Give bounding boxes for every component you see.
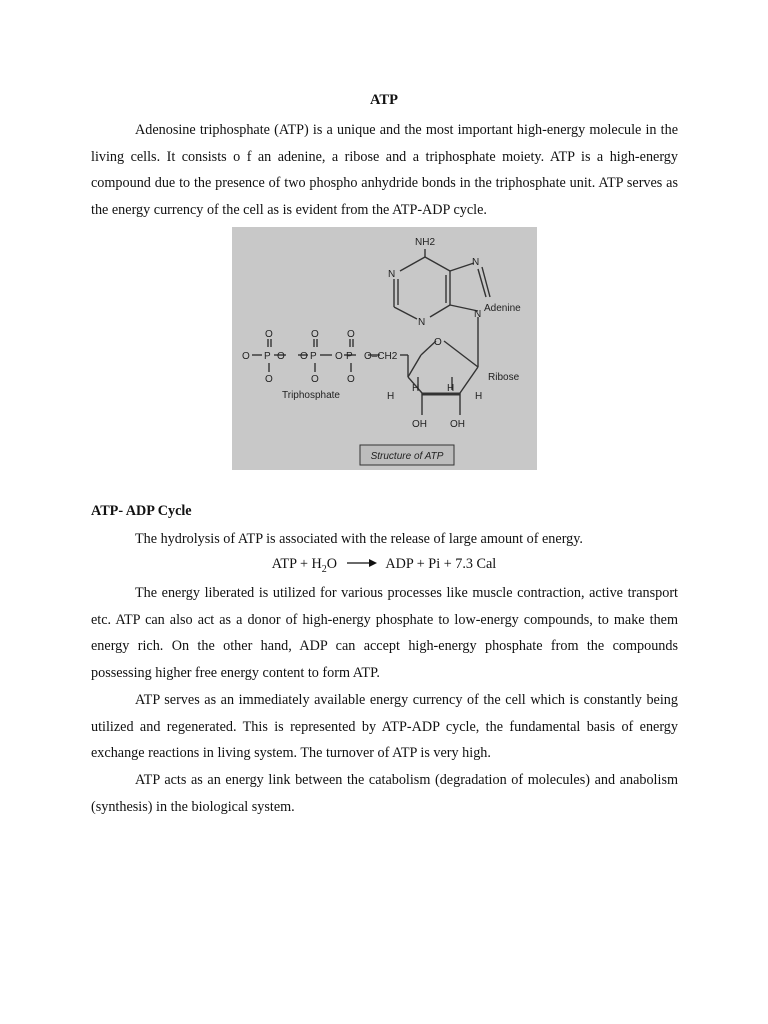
oxygen-label-3: O — [347, 329, 355, 340]
energy-link-text: ATP acts as an energy link between the catabolism (degradation of molecules) and anabolism (synthesis) in the biological system. — [91, 772, 678, 815]
figure-caption: Structure of ATP — [370, 451, 444, 462]
h-label-2: H — [412, 383, 420, 394]
h-label-1: H — [387, 391, 395, 402]
oxygen-label-9: O — [335, 351, 343, 362]
ribose-label: Ribose — [488, 372, 520, 383]
phosphorus-label-2: P — [310, 351, 317, 362]
phosphorus-label-1: P — [264, 351, 271, 362]
oxygen-label-8: O — [300, 351, 308, 362]
n1-label: N — [388, 269, 396, 280]
atp-structure-figure — [232, 227, 537, 470]
ring-oxygen-label: O — [434, 337, 442, 348]
equation-right: ADP + Pi + 7.3 Cal — [385, 556, 497, 572]
triphosphate-label: Triphosphate — [282, 390, 340, 401]
intro-paragraph — [91, 117, 678, 223]
equation-left: ATP + H — [271, 556, 322, 572]
adenine-label: Adenine — [484, 303, 521, 314]
energy-use-text: The energy liberated is utilized for various processes like muscle contraction, active transport etc. ATP can also act as a donor of high-energy phosphate to low-energy compounds, to make them energy rich. On the other hand, ADP can accept high-energy phosphate from the compounds possessing higher free energy content to form ATP. — [91, 585, 678, 681]
energy-currency-text: ATP serves as an immediately available energy currency of the cell which is constantly being utilized and regenerated. This is represented by ATP-ADP cycle, the fundamental basis of energy exchange reactions in living system. The turnover of ATP is very high. — [91, 692, 678, 762]
nh2-label: NH2 — [415, 237, 436, 248]
atp-structure-diagram — [232, 227, 537, 470]
reaction-arrow-icon — [347, 556, 377, 573]
section-heading: ATP- ADP Cycle — [91, 503, 192, 519]
oh-label-2: OH — [450, 419, 465, 430]
och2-label: O–CH2 — [364, 351, 398, 362]
h-label-4: H — [475, 391, 483, 402]
oxygen-label-2: O — [311, 329, 319, 340]
energy-currency-paragraph — [91, 687, 678, 767]
n7-label: N — [472, 257, 480, 268]
o-minus-label: O — [242, 351, 250, 362]
n9-label: N — [474, 309, 482, 320]
hydrolysis-paragraph — [91, 526, 678, 553]
equation-left-end: O — [326, 556, 338, 572]
oxygen-label-5: O — [311, 374, 319, 385]
oxygen-label-1: O — [265, 329, 273, 340]
equation-subscript: 2 — [321, 563, 327, 575]
energy-link-paragraph — [91, 767, 678, 820]
h-label-3: H — [447, 383, 455, 394]
hydrolysis-text: The hydrolysis of ATP is associated with the release of large amount of energy. — [135, 531, 583, 547]
oxygen-label-7: O — [277, 351, 285, 362]
n3-label: N — [418, 317, 426, 328]
energy-use-paragraph — [91, 580, 678, 686]
intro-text: Adenosine triphosphate (ATP) is a unique and the most important high-energy molecule in the living cells. It consists o f an adenine, a ribose and a triphosphate moiety. ATP is a high-energy compound due to the presence of two phospho anhydride bonds in the triphosphate unit. ATP serves as the energy currency of the cell as is evident from the ATP-ADP cycle. — [91, 122, 678, 218]
oh-label-1: OH — [412, 419, 427, 430]
page-title: ATP — [370, 92, 398, 108]
oxygen-label-4: O — [265, 374, 273, 385]
phosphorus-label-3: P — [346, 351, 353, 362]
oxygen-label-6: O — [347, 374, 355, 385]
hydrolysis-equation — [0, 556, 768, 575]
